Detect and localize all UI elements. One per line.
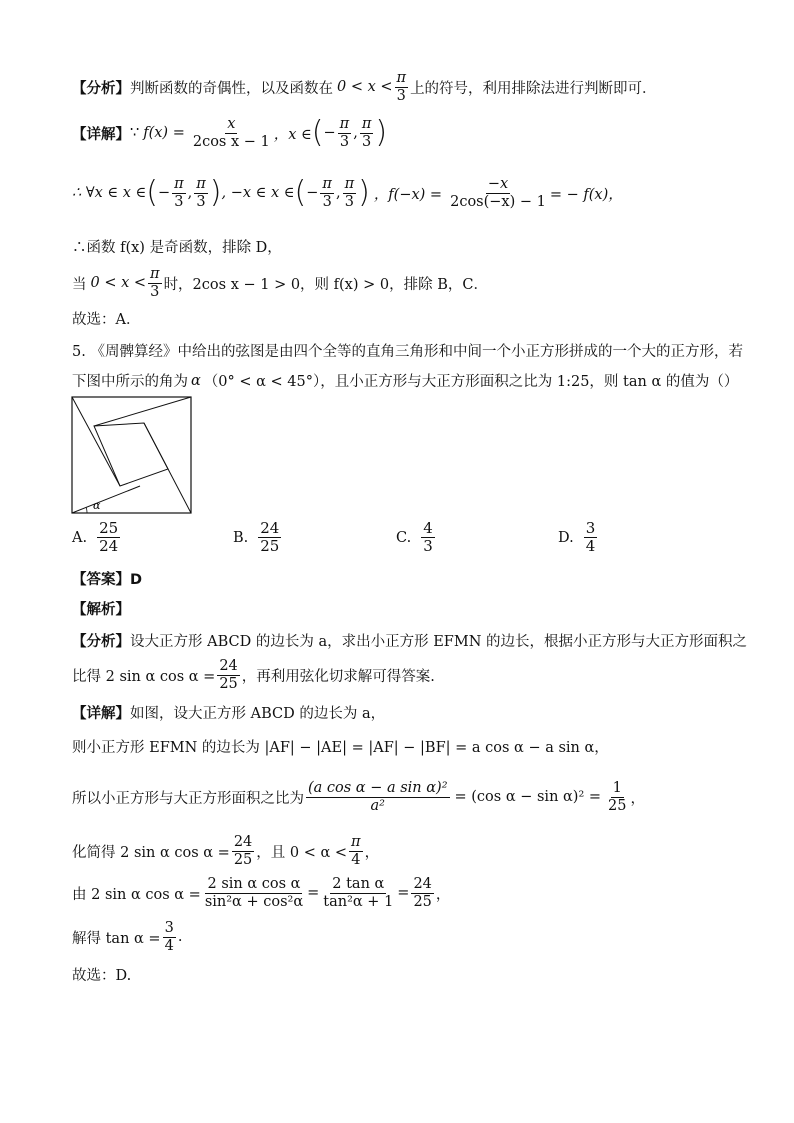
option-letter: C.: [396, 529, 412, 546]
option-letter: A.: [72, 529, 88, 546]
fraction-denominator: 4: [585, 537, 596, 556]
fraction-denominator: sin²α + cos²α: [204, 893, 304, 910]
fraction-denominator: 25: [219, 675, 238, 692]
option-b[interactable]: [233, 520, 283, 556]
triangle-edge-1: [72, 486, 140, 513]
one-25th: [606, 780, 628, 814]
positive-text: 时，2cos x − 1 > 0，则 f(x) > 0，排除 B，C．: [163, 276, 488, 293]
option-fraction: [584, 520, 598, 556]
analysis2-line-2: [72, 658, 435, 692]
tan-result-fraction: [163, 920, 176, 954]
forall-text: ∴ ∀x ∈ x ∈: [72, 185, 147, 202]
fraction-numerator: x: [227, 116, 236, 132]
equals: =: [307, 885, 320, 902]
fraction-denominator: 2cos(−x) − 1: [450, 193, 546, 210]
right-paren: ): [358, 175, 370, 211]
detail-text-a: 由 2 sin α cos α =: [72, 886, 201, 903]
minus-sign: −: [323, 125, 336, 142]
fraction-numerator: 2 sin α cos α: [207, 876, 301, 892]
odd-function-line: ∴函数 f(x) 是奇函数，排除 D，: [72, 240, 282, 256]
neg-pi-third: [338, 116, 352, 150]
option-fraction: [258, 520, 281, 556]
question-text-a: 下图中所示的角为: [72, 374, 188, 390]
triangle-edge-3: [94, 397, 191, 426]
f-neg-tail: = − f(x)，: [549, 186, 623, 203]
fraction-numerator: π: [339, 116, 350, 132]
fraction-numerator: (a cos α − a sin α)²: [308, 780, 448, 796]
fraction-numerator: 24: [260, 519, 280, 537]
fraction-denominator: 25: [608, 797, 627, 814]
comma: ，: [364, 844, 380, 861]
zhao-shuang-figure: [71, 396, 193, 516]
fraction-denominator: 3: [339, 133, 350, 150]
option-letter: D.: [558, 529, 574, 546]
positive-line: [72, 266, 488, 300]
fx-label: f(x) =: [143, 125, 185, 142]
pi-third: [194, 176, 208, 210]
question-text-b: （0° < α < 45°），且小正方形与大正方形面积之比为 1:25，则 tan α 的值为（）: [203, 374, 739, 390]
fraction-denominator: 25: [233, 851, 253, 868]
fraction-denominator: 25: [260, 537, 280, 556]
detail-line-2: [72, 176, 623, 210]
detail8-line: [72, 920, 182, 954]
result-fraction: [411, 876, 433, 910]
detail5-line: [72, 780, 645, 814]
analysis-text-a: 判断函数的奇偶性，以及函数在: [130, 80, 333, 97]
pi-third: [360, 116, 374, 150]
analysis-text-b: ，再利用弦化切求解可得答案.: [241, 668, 435, 685]
fraction-numerator: 3: [585, 519, 596, 537]
fraction-numerator: 24: [413, 876, 432, 892]
analysis-line-1: [72, 70, 657, 104]
analysis-text: 设大正方形 ABCD 的边长为 a，求出小正方形 EFMN 的边长，根据小正方形与大正方形面积之: [130, 634, 747, 650]
right-paren: ): [209, 175, 222, 211]
pi-third: [148, 266, 162, 300]
fraction-numerator: π: [196, 176, 206, 192]
fraction: [232, 834, 254, 868]
comma: ,: [335, 185, 341, 202]
fraction-numerator: 3: [164, 920, 174, 936]
fraction-denominator: 3: [150, 283, 160, 300]
detail-text-b: ，且 0 < α <: [256, 844, 348, 861]
analysis-cond: 0 < x <: [337, 79, 393, 96]
fraction-numerator: π: [174, 176, 184, 192]
option-c[interactable]: [396, 520, 437, 556]
fraction-numerator: π: [351, 834, 361, 850]
fraction-numerator: π: [150, 266, 160, 282]
left-paren: (: [146, 175, 158, 211]
tan-fraction: [321, 876, 395, 910]
fraction-numerator: 1: [612, 780, 622, 796]
detail-text-a: 解得 tan α =: [72, 930, 161, 947]
fraction-numerator: π: [361, 116, 372, 132]
minus-sign: −: [157, 185, 171, 202]
neg-x-domain: , −x ∈ x ∈: [221, 185, 295, 202]
minus-sign: −: [306, 185, 319, 202]
option-fraction: [421, 520, 435, 556]
sincos-fraction: [203, 876, 305, 910]
f-neg-x: ，f(−x) =: [373, 186, 443, 203]
triangle-edge-4: [72, 397, 120, 486]
because-symbol: ∵: [130, 125, 140, 142]
ratio-fraction: [217, 658, 239, 692]
right-paren: ): [375, 115, 388, 151]
detail4-line: 则小正方形 EFMN 的边长为 |AF| − |AE| = |AF| − |BF| = a cos α − a sin α，: [72, 740, 609, 756]
comma: ,: [187, 185, 193, 202]
fraction-denominator: 3: [344, 193, 354, 210]
equals: =: [397, 885, 410, 902]
interval-text: 0 < x <: [90, 275, 147, 292]
fraction-numerator: 24: [219, 658, 238, 674]
period: .: [177, 929, 183, 946]
pi-third: [343, 176, 357, 210]
final-answer-line: 故选：D.: [72, 968, 132, 984]
fraction-denominator: 3: [322, 193, 332, 210]
fraction-numerator: 4: [423, 519, 433, 537]
option-a[interactable]: [72, 520, 122, 556]
comma: ，: [630, 790, 645, 807]
fraction-denominator: tan²α + 1: [323, 893, 394, 910]
detail-line-1: [72, 116, 387, 150]
figure-alpha-label: α: [93, 499, 101, 512]
fraction-numerator: π: [322, 176, 332, 192]
area-ratio-fraction: [306, 780, 450, 814]
left-paren: (: [311, 115, 324, 151]
answer-line: 【答案】D: [72, 572, 143, 588]
detail-text-a: 所以小正方形与大正方形面积之比为: [72, 790, 304, 807]
fraction-denominator: 3: [174, 193, 184, 210]
option-letter: B.: [233, 529, 249, 546]
jiexi-line: 【解析】: [72, 602, 130, 618]
detail-text-b: = (cos α − sin α)² =: [454, 789, 602, 806]
fraction-denominator: 4: [164, 937, 174, 954]
angle-arc: [86, 507, 87, 513]
option-fraction: [97, 520, 120, 556]
fraction-numerator: π: [396, 70, 407, 86]
analysis-fraction: [395, 70, 409, 104]
domain-lead: ，x ∈: [273, 126, 312, 143]
analysis2-line-1: [72, 630, 747, 651]
detail-text: 如图，设大正方形 ABCD 的边长为 a，: [130, 706, 386, 722]
f-neg-x-fraction: [448, 176, 548, 210]
analysis-label: 【分析】: [72, 634, 130, 650]
fraction-denominator: 3: [423, 537, 433, 556]
detail-text-a: 化简得 2 sin α cos α =: [72, 844, 230, 861]
choose-a-line: 故选：A．: [72, 312, 141, 328]
detail-label: 【详解】: [72, 706, 130, 722]
analysis-text-b: 上的符号，利用排除法进行判断即可．: [410, 80, 657, 97]
detail7-line: [72, 876, 450, 910]
inner-square: [94, 423, 168, 486]
fraction-denominator: 3: [196, 193, 206, 210]
fraction-numerator: 25: [99, 519, 119, 537]
pi-fourth: [349, 834, 363, 868]
left-paren: (: [294, 175, 307, 211]
fraction-denominator: 2cos x − 1: [192, 133, 270, 150]
detail-label: 【详解】: [72, 126, 130, 143]
fraction-denominator: 3: [396, 87, 406, 104]
detail6-line: [72, 834, 379, 868]
question-5-line-2: [72, 370, 738, 391]
fraction-denominator: a²: [370, 797, 385, 814]
question-5-line-1: 5. 《周髀算经》中给出的弦图是由四个全等的直角三角形和中间一个小正方形拼成的一个大的正方形，若: [72, 344, 743, 360]
fraction-numerator: π: [344, 176, 355, 192]
comma: ,: [353, 125, 358, 142]
fraction-denominator: 24: [99, 537, 119, 556]
fraction-numerator: −x: [487, 176, 509, 192]
option-d[interactable]: [558, 520, 599, 556]
alpha-symbol: α: [191, 372, 201, 389]
neg-pi-third: [172, 176, 186, 210]
analysis-label: 【分析】: [72, 80, 130, 97]
analysis-text-a: 比得 2 sin α cos α =: [72, 668, 216, 685]
fraction-numerator: 24: [233, 834, 253, 850]
when-text: 当: [72, 276, 87, 293]
fx-fraction: [191, 116, 272, 150]
fraction-denominator: 3: [361, 133, 372, 150]
fraction-denominator: 4: [351, 851, 361, 868]
fraction-numerator: 2 tan α: [332, 876, 385, 892]
neg-pi-third: [320, 176, 334, 210]
detail3-line: [72, 702, 385, 723]
fraction-denominator: 25: [413, 893, 432, 910]
comma: ，: [435, 886, 451, 903]
